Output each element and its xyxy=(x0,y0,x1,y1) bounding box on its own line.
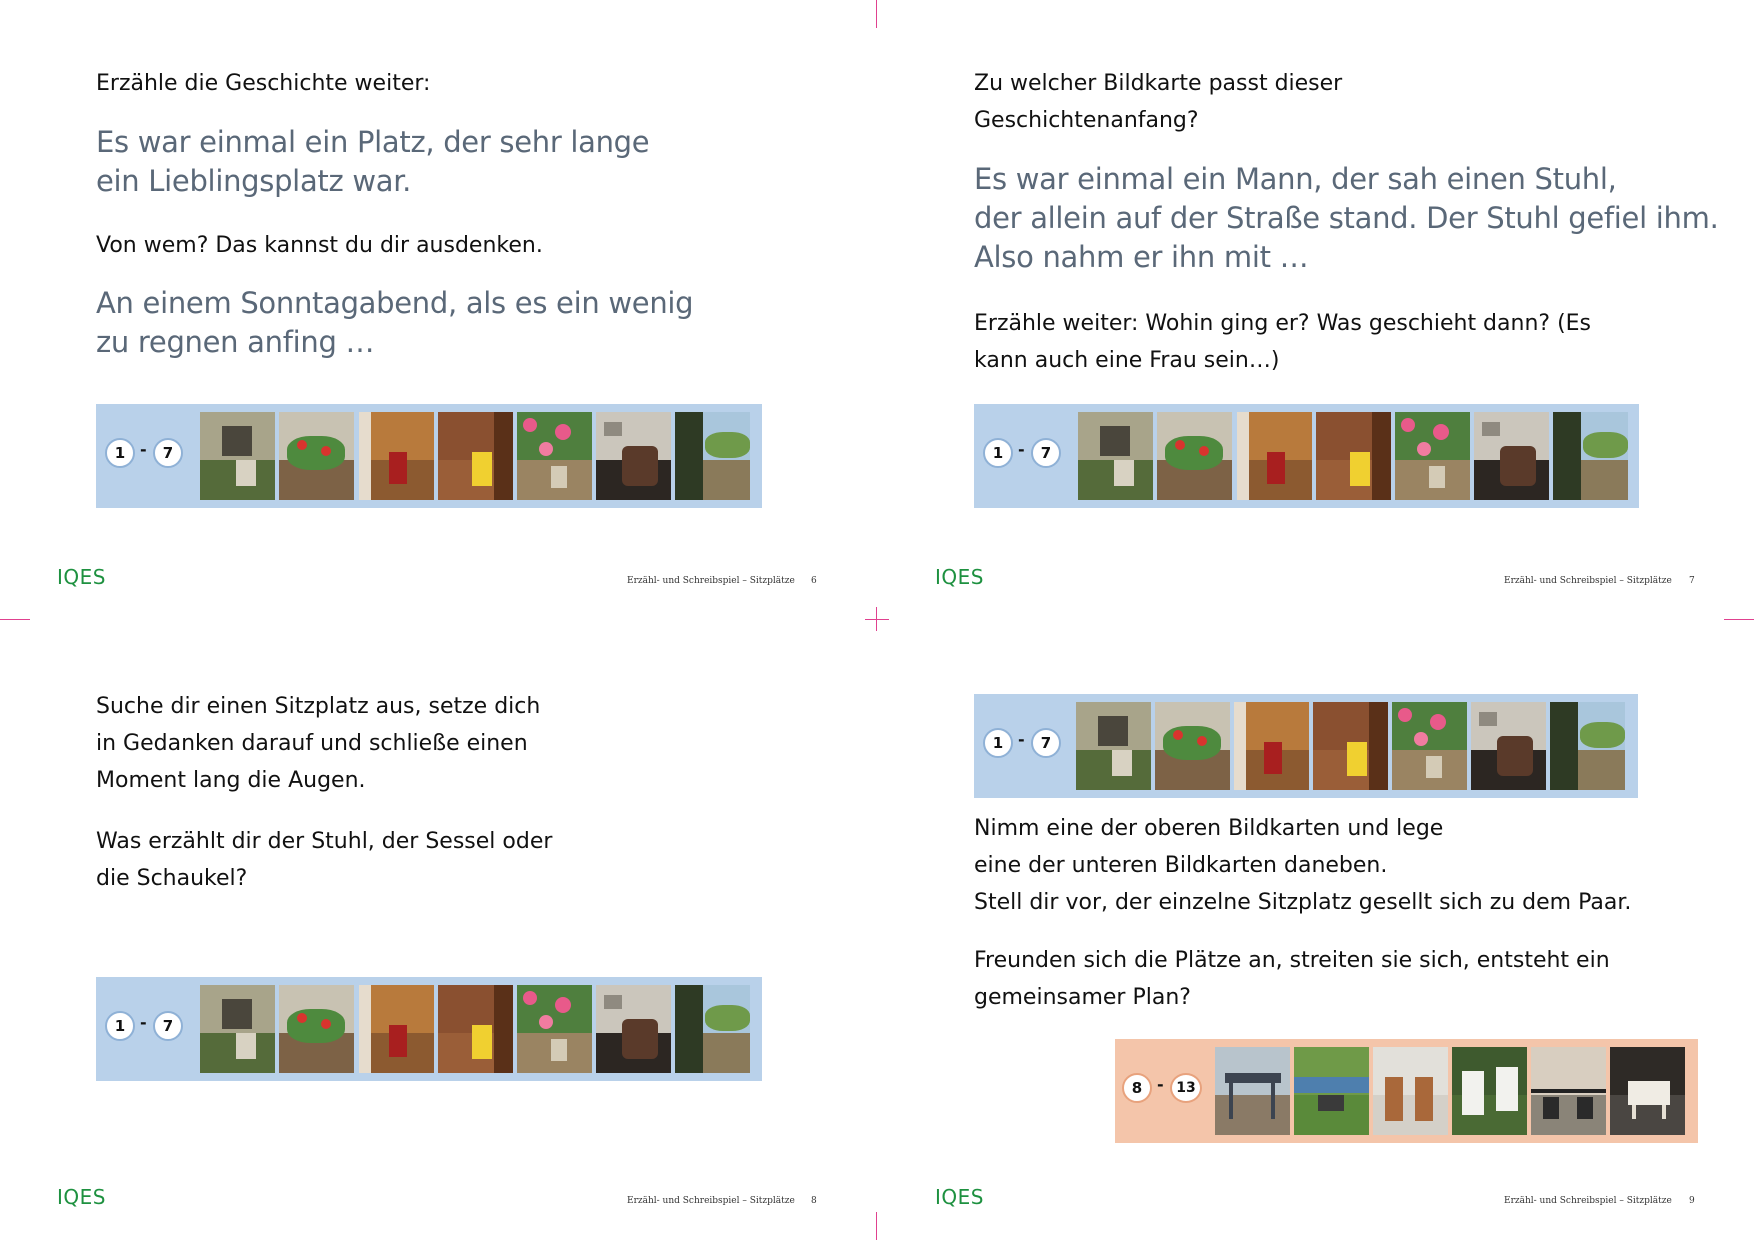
iqes-logo: IQES xyxy=(57,1185,106,1209)
badge-start: 1 xyxy=(983,438,1013,468)
question: Von wem? Das kannst du dir ausdenken. xyxy=(96,233,543,258)
page-9 xyxy=(877,620,1754,1240)
badge-end: 13 xyxy=(1170,1073,1202,1103)
paragraph-2-line-1: Was erzählt dir der Stuhl, der Sessel oder xyxy=(96,829,553,854)
picture-card-5[interactable] xyxy=(517,412,592,500)
picture-card-2[interactable] xyxy=(279,985,354,1073)
iqes-logo: IQES xyxy=(57,565,106,589)
picture-card-7[interactable] xyxy=(1550,702,1625,790)
badge-dash: - xyxy=(1018,730,1025,749)
badge-dash: - xyxy=(1157,1075,1164,1094)
picture-card-3[interactable] xyxy=(359,412,434,500)
footer-text: Erzähl- und Schreibspiel – Sitzplätze xyxy=(627,576,795,586)
story-start-line-3: An einem Sonntagabend, als es ein wenig xyxy=(96,286,694,320)
heading-line-1: Zu welcher Bildkarte passt dieser xyxy=(974,71,1343,96)
picture-card-5[interactable] xyxy=(1395,412,1470,500)
picture-card-strip xyxy=(96,404,762,508)
paragraph-1-line-1: Nimm eine der oberen Bildkarten und lege xyxy=(974,816,1444,841)
iqes-logo: IQES xyxy=(935,565,984,589)
picture-card-strip xyxy=(974,404,1639,508)
footer-text: Erzähl- und Schreibspiel – Sitzplätze xyxy=(1504,576,1672,586)
picture-card-4[interactable] xyxy=(438,412,513,500)
prompt-line-2: kann auch eine Frau sein…) xyxy=(974,348,1280,373)
page-number: 8 xyxy=(811,1196,817,1206)
page-6 xyxy=(0,0,877,620)
badge-start: 1 xyxy=(105,1011,135,1041)
picture-card-2[interactable] xyxy=(1157,412,1232,500)
story-start-line-1: Es war einmal ein Platz, der sehr lange xyxy=(96,125,650,159)
page-number: 7 xyxy=(1689,576,1695,586)
story-start-line-2: der allein auf der Straße stand. Der Stuhl gefiel ihm. xyxy=(974,201,1719,235)
story-start-line-1: Es war einmal ein Mann, der sah einen Stuhl, xyxy=(974,162,1617,196)
picture-card-strip-top xyxy=(974,694,1638,798)
badge-end: 7 xyxy=(153,1011,183,1041)
page-number: 6 xyxy=(811,576,817,586)
badge-start: 8 xyxy=(1122,1073,1152,1103)
prompt-line-1: Erzähle weiter: Wohin ging er? Was geschieht dann? (Es xyxy=(974,311,1592,336)
picture-card-12[interactable] xyxy=(1531,1047,1606,1135)
paragraph-1-line-3: Stell dir vor, der einzelne Sitzplatz gesellt sich zu dem Paar. xyxy=(974,890,1632,915)
story-start-line-4: zu regnen anfing … xyxy=(96,325,375,359)
picture-card-1[interactable] xyxy=(1076,702,1151,790)
badge-end: 7 xyxy=(1031,438,1061,468)
picture-card-13[interactable] xyxy=(1610,1047,1685,1135)
story-start-line-3: Also nahm er ihn mit … xyxy=(974,240,1309,274)
picture-card-7[interactable] xyxy=(675,985,750,1073)
picture-card-4[interactable] xyxy=(438,985,513,1073)
picture-card-6[interactable] xyxy=(596,412,671,500)
picture-card-6[interactable] xyxy=(596,985,671,1073)
badge-dash: - xyxy=(140,440,147,459)
picture-card-1[interactable] xyxy=(200,985,275,1073)
picture-card-8[interactable] xyxy=(1215,1047,1290,1135)
picture-card-5[interactable] xyxy=(517,985,592,1073)
heading: Erzähle die Geschichte weiter: xyxy=(96,71,431,96)
picture-card-9[interactable] xyxy=(1294,1047,1369,1135)
paragraph-2-line-2: gemeinsamer Plan? xyxy=(974,985,1191,1010)
paragraph-1-line-2: in Gedanken darauf und schließe einen xyxy=(96,731,528,756)
badge-dash: - xyxy=(140,1013,147,1032)
badge-end: 7 xyxy=(153,438,183,468)
paragraph-2-line-1: Freunden sich die Plätze an, streiten sie sich, entsteht ein xyxy=(974,948,1610,973)
badge-start: 1 xyxy=(983,728,1013,758)
page-8 xyxy=(0,620,877,1240)
badge-start: 1 xyxy=(105,438,135,468)
picture-card-4[interactable] xyxy=(1316,412,1391,500)
page-number: 9 xyxy=(1689,1196,1695,1206)
picture-card-2[interactable] xyxy=(279,412,354,500)
paragraph-2-line-2: die Schaukel? xyxy=(96,866,248,891)
picture-card-4[interactable] xyxy=(1313,702,1388,790)
picture-card-10[interactable] xyxy=(1373,1047,1448,1135)
picture-card-7[interactable] xyxy=(1553,412,1628,500)
heading-line-2: Geschichtenanfang? xyxy=(974,108,1199,133)
paragraph-1-line-3: Moment lang die Augen. xyxy=(96,768,366,793)
picture-card-1[interactable] xyxy=(1078,412,1153,500)
picture-card-2[interactable] xyxy=(1155,702,1230,790)
badge-dash: - xyxy=(1018,440,1025,459)
iqes-logo: IQES xyxy=(935,1185,984,1209)
picture-card-3[interactable] xyxy=(359,985,434,1073)
footer-text: Erzähl- und Schreibspiel – Sitzplätze xyxy=(1504,1196,1672,1206)
paragraph-1-line-2: eine der unteren Bildkarten daneben. xyxy=(974,853,1388,878)
picture-card-6[interactable] xyxy=(1471,702,1546,790)
picture-card-7[interactable] xyxy=(675,412,750,500)
story-start-line-2: ein Lieblingsplatz war. xyxy=(96,164,412,198)
picture-card-strip xyxy=(96,977,762,1081)
picture-card-strip-bottom xyxy=(1115,1039,1698,1143)
picture-card-11[interactable] xyxy=(1452,1047,1527,1135)
page-7 xyxy=(877,0,1754,620)
picture-card-5[interactable] xyxy=(1392,702,1467,790)
picture-card-6[interactable] xyxy=(1474,412,1549,500)
footer-text: Erzähl- und Schreibspiel – Sitzplätze xyxy=(627,1196,795,1206)
picture-card-3[interactable] xyxy=(1234,702,1309,790)
badge-end: 7 xyxy=(1031,728,1061,758)
picture-card-3[interactable] xyxy=(1237,412,1312,500)
picture-card-1[interactable] xyxy=(200,412,275,500)
paragraph-1-line-1: Suche dir einen Sitzplatz aus, setze dich xyxy=(96,694,541,719)
